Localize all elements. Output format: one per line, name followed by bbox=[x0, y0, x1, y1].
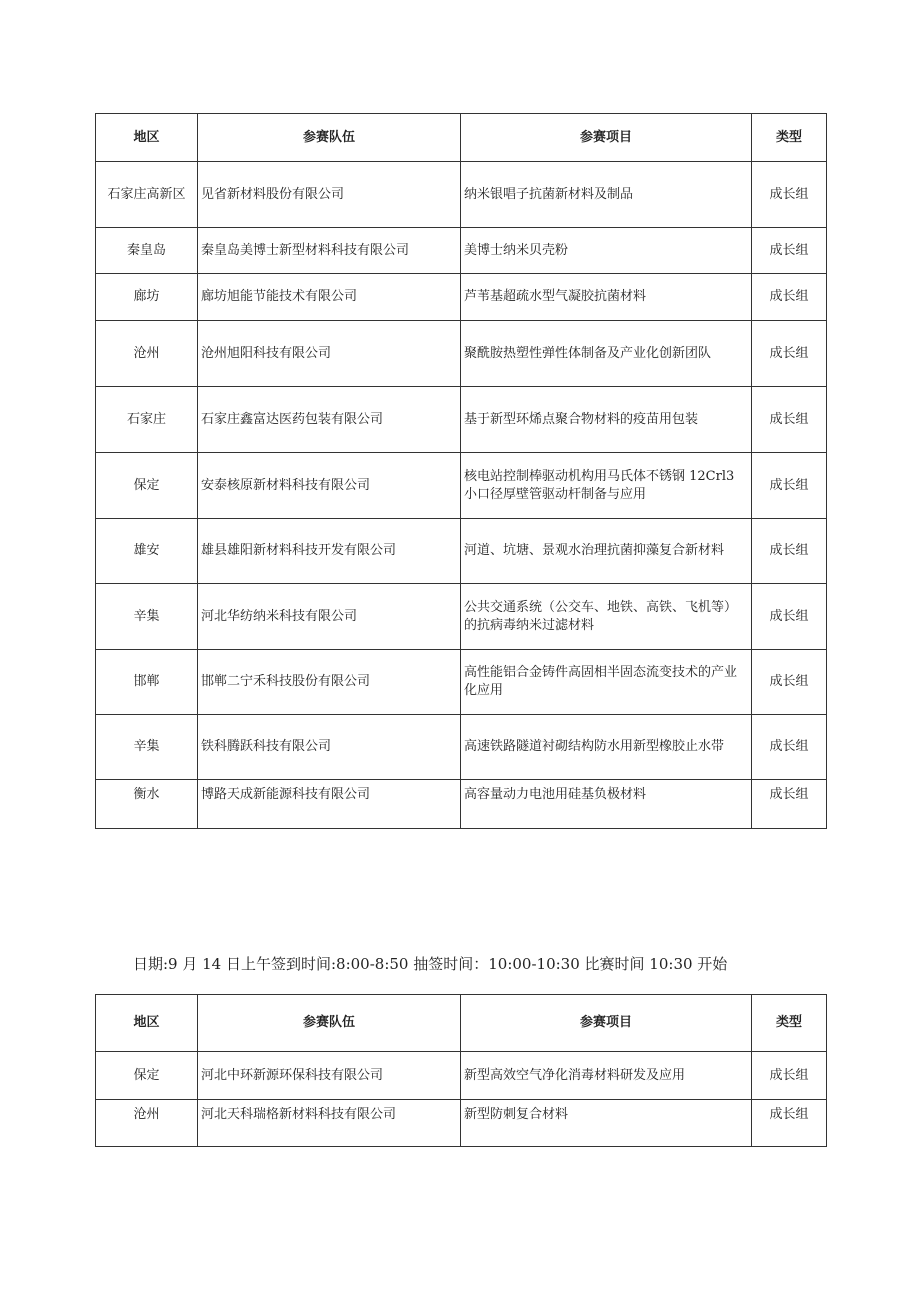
cell-project: 河道、坑塘、景观水治理抗菌抑藻复合新材料 bbox=[461, 519, 752, 584]
competition-table-2 bbox=[95, 994, 827, 1147]
table-row bbox=[96, 650, 827, 715]
header-project: 参赛项目 bbox=[461, 995, 752, 1052]
cell-region: 雄安 bbox=[96, 519, 198, 584]
table-row bbox=[96, 453, 827, 519]
cell-type: 成长组 bbox=[752, 1100, 827, 1147]
cell-project: 新型防刺复合材料 bbox=[461, 1100, 752, 1147]
cell-type: 成长组 bbox=[752, 162, 827, 228]
cell-type: 成长组 bbox=[752, 1052, 827, 1100]
table-row bbox=[96, 321, 827, 387]
header-region: 地区 bbox=[96, 995, 198, 1052]
header-type: 类型 bbox=[752, 114, 827, 162]
cell-project: 基于新型环烯点聚合物材料的疫苗用包装 bbox=[461, 387, 752, 453]
cell-region: 廊坊 bbox=[96, 274, 198, 321]
header-team: 参赛队伍 bbox=[198, 114, 461, 162]
table-row bbox=[96, 162, 827, 228]
cell-region: 石家庄 bbox=[96, 387, 198, 453]
table-header-row bbox=[96, 995, 827, 1052]
cell-project: 公共交通系统（公交车、地铁、高铁、飞机等）的抗病毒纳米过滤材料 bbox=[461, 584, 752, 650]
cell-project: 聚酰胺热塑性弹性体制备及产业化创新团队 bbox=[461, 321, 752, 387]
cell-team: 雄县雄阳新材料科技开发有限公司 bbox=[198, 519, 461, 584]
cell-type: 成长组 bbox=[752, 780, 827, 829]
table-row bbox=[96, 1100, 827, 1147]
cell-region: 保定 bbox=[96, 453, 198, 519]
cell-team: 沧州旭阳科技有限公司 bbox=[198, 321, 461, 387]
cell-region: 邯郸 bbox=[96, 650, 198, 715]
cell-type: 成长组 bbox=[752, 650, 827, 715]
cell-team: 河北中环新源环保科技有限公司 bbox=[198, 1052, 461, 1100]
cell-region: 辛集 bbox=[96, 584, 198, 650]
cell-team: 邯郸二宁禾科技股份有限公司 bbox=[198, 650, 461, 715]
cell-team: 石家庄鑫富达医药包装有限公司 bbox=[198, 387, 461, 453]
cell-project: 高速铁路隧道衬砌结构防水用新型橡胶止水带 bbox=[461, 715, 752, 780]
cell-region: 石家庄高新区 bbox=[96, 162, 198, 228]
header-project: 参赛项目 bbox=[461, 114, 752, 162]
cell-team: 河北天科瑞格新材料科技有限公司 bbox=[198, 1100, 461, 1147]
cell-project: 新型高效空气净化消毒材料研发及应用 bbox=[461, 1052, 752, 1100]
cell-region: 衡水 bbox=[96, 780, 198, 829]
header-type: 类型 bbox=[752, 995, 827, 1052]
cell-type: 成长组 bbox=[752, 715, 827, 780]
cell-project: 美博士纳米贝壳粉 bbox=[461, 228, 752, 274]
cell-region: 辛集 bbox=[96, 715, 198, 780]
cell-team: 河北华纺纳米科技有限公司 bbox=[198, 584, 461, 650]
cell-team: 廊坊旭能节能技术有限公司 bbox=[198, 274, 461, 321]
cell-team: 秦皇岛美博士新型材料科技有限公司 bbox=[198, 228, 461, 274]
cell-team: 博路天成新能源科技有限公司 bbox=[198, 780, 461, 829]
cell-region: 沧州 bbox=[96, 1100, 198, 1147]
table-row bbox=[96, 387, 827, 453]
cell-project: 芦苇基超疏水型气凝胶抗菌材料 bbox=[461, 274, 752, 321]
cell-region: 沧州 bbox=[96, 321, 198, 387]
table-row bbox=[96, 274, 827, 321]
table-header-row bbox=[96, 114, 827, 162]
cell-project: 高性能铝合金铸件高固相半固态流变技术的产业化应用 bbox=[461, 650, 752, 715]
cell-project: 纳米银唱子抗菌新材料及制品 bbox=[461, 162, 752, 228]
cell-type: 成长组 bbox=[752, 228, 827, 274]
table-row bbox=[96, 584, 827, 650]
table-row bbox=[96, 519, 827, 584]
cell-region: 保定 bbox=[96, 1052, 198, 1100]
cell-team: 铁科腾跃科技有限公司 bbox=[198, 715, 461, 780]
cell-project: 高容量动力电池用硅基负极材料 bbox=[461, 780, 752, 829]
cell-type: 成长组 bbox=[752, 584, 827, 650]
cell-type: 成长组 bbox=[752, 519, 827, 584]
cell-type: 成长组 bbox=[752, 387, 827, 453]
cell-project: 核电站控制棒驱动机构用马氏体不锈钢 12Crl3 小口径厚壁管驱动杆制备与应用 bbox=[461, 453, 752, 519]
cell-type: 成长组 bbox=[752, 321, 827, 387]
table-row bbox=[96, 715, 827, 780]
cell-type: 成长组 bbox=[752, 453, 827, 519]
header-team: 参赛队伍 bbox=[198, 995, 461, 1052]
cell-team: 见省新材料股份有限公司 bbox=[198, 162, 461, 228]
table-row bbox=[96, 1052, 827, 1100]
competition-table-1 bbox=[95, 113, 827, 829]
header-region: 地区 bbox=[96, 114, 198, 162]
table-row bbox=[96, 228, 827, 274]
cell-team: 安泰核原新材料科技有限公司 bbox=[198, 453, 461, 519]
schedule-line: 日期:9 月 14 日上午签到时间:8:00-8:50 抽签时间：10:00-10:30 比赛时间 10:30 开始 bbox=[133, 955, 728, 973]
cell-region: 秦皇岛 bbox=[96, 228, 198, 274]
cell-type: 成长组 bbox=[752, 274, 827, 321]
table-row bbox=[96, 780, 827, 829]
